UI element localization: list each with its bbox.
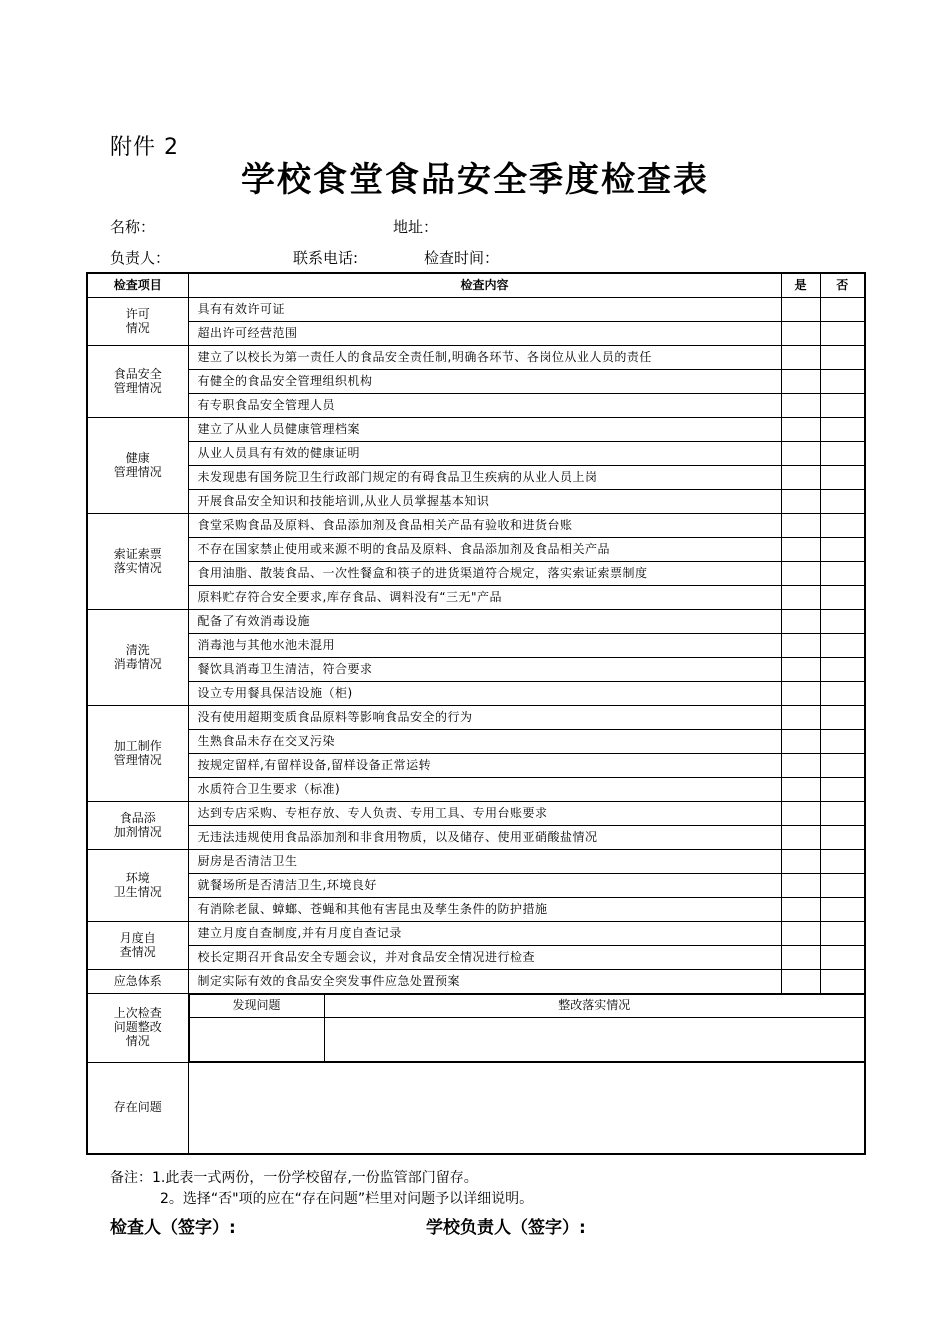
check-item: 有健全的食品安全管理组织机构 bbox=[188, 370, 781, 394]
category-cell bbox=[87, 922, 188, 970]
yes-checkbox-cell[interactable] bbox=[781, 442, 820, 466]
yes-checkbox-cell[interactable] bbox=[781, 802, 820, 826]
table-row bbox=[87, 802, 865, 826]
yes-checkbox-cell[interactable] bbox=[781, 970, 820, 994]
check-item: 建立了从业人员健康管理档案 bbox=[188, 418, 781, 442]
name-label: 名称： bbox=[110, 218, 156, 236]
no-checkbox-cell[interactable] bbox=[820, 586, 865, 610]
category-cell bbox=[87, 610, 188, 706]
no-checkbox-cell[interactable] bbox=[820, 706, 865, 730]
yes-checkbox-cell[interactable] bbox=[781, 322, 820, 346]
check-item: 开展食品安全知识和技能培训,从业人员掌握基本知识 bbox=[188, 490, 781, 514]
yes-checkbox-cell[interactable] bbox=[781, 298, 820, 322]
check-item: 具有有效许可证 bbox=[188, 298, 781, 322]
yes-checkbox-cell[interactable] bbox=[781, 610, 820, 634]
header-no: 否 bbox=[820, 273, 865, 298]
no-checkbox-cell[interactable] bbox=[820, 322, 865, 346]
table-row bbox=[87, 946, 865, 970]
no-checkbox-cell[interactable] bbox=[820, 754, 865, 778]
check-item: 没有使用超期变质食品原料等影响食品安全的行为 bbox=[188, 706, 781, 730]
table-row bbox=[87, 874, 865, 898]
table-row bbox=[87, 658, 865, 682]
table-row bbox=[87, 922, 865, 946]
category-cell bbox=[87, 346, 188, 418]
no-checkbox-cell[interactable] bbox=[820, 922, 865, 946]
inspector-signature-label: 检查人（签字）: bbox=[110, 1218, 236, 1238]
yes-checkbox-cell[interactable] bbox=[781, 634, 820, 658]
no-checkbox-cell[interactable] bbox=[820, 778, 865, 802]
table-row bbox=[87, 490, 865, 514]
no-checkbox-cell[interactable] bbox=[820, 394, 865, 418]
check-item: 生熟食品未存在交叉污染 bbox=[188, 730, 781, 754]
yes-checkbox-cell[interactable] bbox=[781, 922, 820, 946]
table-row bbox=[87, 538, 865, 562]
category-label: 清洗 bbox=[125, 642, 150, 657]
check-item: 设立专用餐具保洁设施（柜) bbox=[188, 682, 781, 706]
note-line-2: 2。选择“否"项的应在“存在问题”栏里对问题予以详细说明。 bbox=[160, 1191, 534, 1207]
header-category: 检查项目 bbox=[87, 273, 188, 298]
yes-checkbox-cell[interactable] bbox=[781, 586, 820, 610]
yes-checkbox-cell[interactable] bbox=[781, 850, 820, 874]
category-cell bbox=[87, 994, 188, 1063]
table-row bbox=[87, 298, 865, 322]
category-label: 上次检查 bbox=[113, 1006, 162, 1021]
yes-checkbox-cell[interactable] bbox=[781, 514, 820, 538]
category-label: 健康 bbox=[125, 450, 150, 465]
yes-checkbox-cell[interactable] bbox=[781, 898, 820, 922]
category-label: 食品安全 bbox=[113, 366, 162, 381]
category-label: 卫生情况 bbox=[113, 884, 162, 899]
category-cell bbox=[87, 802, 188, 850]
category-label: 食品添 bbox=[119, 810, 156, 825]
phone-label: 联系电话: bbox=[293, 249, 359, 267]
category-label: 月度自 bbox=[119, 930, 156, 945]
no-checkbox-cell[interactable] bbox=[820, 874, 865, 898]
check-item: 不存在国家禁止使用或来源不明的食品及原料、食品添加剂及食品相关产品 bbox=[188, 538, 781, 562]
check-item: 就餐场所是否清洁卫生,环境良好 bbox=[188, 874, 781, 898]
category-label: 许可 bbox=[125, 306, 150, 321]
no-checkbox-cell[interactable] bbox=[820, 802, 865, 826]
no-checkbox-cell[interactable] bbox=[820, 946, 865, 970]
yes-checkbox-cell[interactable] bbox=[781, 658, 820, 682]
no-checkbox-cell[interactable] bbox=[820, 538, 865, 562]
yes-checkbox-cell[interactable] bbox=[781, 466, 820, 490]
issues-row bbox=[87, 1063, 865, 1155]
no-checkbox-cell[interactable] bbox=[820, 850, 865, 874]
table-row bbox=[87, 778, 865, 802]
header-content: 检查内容 bbox=[188, 273, 781, 298]
yes-checkbox-cell[interactable] bbox=[781, 778, 820, 802]
category-label: 索证索票 bbox=[113, 546, 162, 561]
check-item: 有消除老鼠、蟑螂、苍蝇和其他有害昆虫及孳生条件的防护措施 bbox=[188, 898, 781, 922]
check-item: 餐饮具消毒卫生清洁，符合要求 bbox=[188, 658, 781, 682]
table-row bbox=[87, 634, 865, 658]
category-label: 查情况 bbox=[119, 944, 156, 959]
last-check-content bbox=[188, 994, 865, 1063]
category-label: 消毒情况 bbox=[113, 656, 162, 671]
inspection-table bbox=[86, 272, 866, 1155]
category-label: 管理情况 bbox=[113, 752, 162, 767]
category-label: 管理情况 bbox=[113, 380, 162, 395]
no-checkbox-cell[interactable] bbox=[820, 346, 865, 370]
check-item: 水质符合卫生要求（标准) bbox=[188, 778, 781, 802]
no-checkbox-cell[interactable] bbox=[820, 658, 865, 682]
yes-checkbox-cell[interactable] bbox=[781, 370, 820, 394]
no-checkbox-cell[interactable] bbox=[820, 826, 865, 850]
table-row bbox=[87, 682, 865, 706]
table-row bbox=[87, 442, 865, 466]
yes-checkbox-cell[interactable] bbox=[781, 730, 820, 754]
yes-checkbox-cell[interactable] bbox=[781, 346, 820, 370]
category-cell bbox=[87, 970, 188, 994]
check-item: 建立了以校长为第一责任人的食品安全责任制,明确各环节、各岗位从业人员的责任 bbox=[188, 346, 781, 370]
table-header-row bbox=[87, 273, 865, 298]
found-issues-header: 发现问题 bbox=[189, 995, 324, 1018]
table-row bbox=[87, 562, 865, 586]
table-row bbox=[87, 754, 865, 778]
issues-field[interactable] bbox=[188, 1063, 865, 1155]
check-item: 食堂采购食品及原料、食品添加剂及食品相关产品有验收和进货台账 bbox=[188, 514, 781, 538]
no-checkbox-cell[interactable] bbox=[820, 730, 865, 754]
note-line-1: 备注：1.此表一式两份，一份学校留存,一份监管部门留存。 bbox=[110, 1170, 478, 1186]
table-row bbox=[87, 970, 865, 994]
table-row bbox=[87, 466, 865, 490]
no-checkbox-cell[interactable] bbox=[820, 682, 865, 706]
category-label: 应急体系 bbox=[113, 973, 162, 988]
table-row bbox=[87, 706, 865, 730]
no-checkbox-cell[interactable] bbox=[820, 634, 865, 658]
check-item: 厨房是否清洁卫生 bbox=[188, 850, 781, 874]
yes-checkbox-cell[interactable] bbox=[781, 538, 820, 562]
category-label: 管理情况 bbox=[113, 464, 162, 479]
check-item: 原料贮存符合安全要求,库存食品、调料没有“三无"产品 bbox=[188, 586, 781, 610]
category-label: 环境 bbox=[125, 870, 150, 885]
yes-checkbox-cell[interactable] bbox=[781, 874, 820, 898]
category-label: 加工制作 bbox=[113, 738, 162, 753]
yes-checkbox-cell[interactable] bbox=[781, 682, 820, 706]
check-item: 制定实际有效的食品安全突发事件应急处置预案 bbox=[188, 970, 781, 994]
table-row bbox=[87, 346, 865, 370]
no-checkbox-cell[interactable] bbox=[820, 370, 865, 394]
category-cell bbox=[87, 514, 188, 610]
category-cell bbox=[87, 298, 188, 346]
no-checkbox-cell[interactable] bbox=[820, 442, 865, 466]
yes-checkbox-cell[interactable] bbox=[781, 562, 820, 586]
check-item: 建立月度自查制度,并有月度自查记录 bbox=[188, 922, 781, 946]
table-row bbox=[87, 514, 865, 538]
table-row bbox=[87, 610, 865, 634]
no-checkbox-cell[interactable] bbox=[820, 514, 865, 538]
category-cell bbox=[87, 850, 188, 922]
yes-checkbox-cell[interactable] bbox=[781, 490, 820, 514]
page-title: 学校食堂食品安全季度检查表 bbox=[241, 160, 709, 200]
check-item: 按规定留样,有留样设备,留样设备正常运转 bbox=[188, 754, 781, 778]
table-row bbox=[87, 826, 865, 850]
category-label: 情况 bbox=[125, 320, 150, 335]
category-cell bbox=[87, 418, 188, 514]
check-item: 达到专店采购、专柜存放、专人负责、专用工具、专用台账要求 bbox=[188, 802, 781, 826]
yes-checkbox-cell[interactable] bbox=[781, 946, 820, 970]
no-checkbox-cell[interactable] bbox=[820, 610, 865, 634]
no-checkbox-cell[interactable] bbox=[820, 418, 865, 442]
check-item: 校长定期召开食品安全专题会议，并对食品安全情况进行检查 bbox=[188, 946, 781, 970]
no-checkbox-cell[interactable] bbox=[820, 898, 865, 922]
check-item: 超出许可经营范围 bbox=[188, 322, 781, 346]
table-row bbox=[87, 370, 865, 394]
table-row bbox=[87, 898, 865, 922]
table-row bbox=[87, 586, 865, 610]
table-row bbox=[87, 730, 865, 754]
check-item: 有专职食品安全管理人员 bbox=[188, 394, 781, 418]
yes-checkbox-cell[interactable] bbox=[781, 418, 820, 442]
yes-checkbox-cell[interactable] bbox=[781, 826, 820, 850]
no-checkbox-cell[interactable] bbox=[820, 970, 865, 994]
found-issues-field[interactable] bbox=[189, 1018, 324, 1062]
yes-checkbox-cell[interactable] bbox=[781, 394, 820, 418]
address-label: 地址： bbox=[393, 218, 439, 236]
table-row bbox=[87, 394, 865, 418]
check-item: 无违法违规使用食品添加剂和非食用物质，以及储存、使用亚硝酸盐情况 bbox=[188, 826, 781, 850]
check-item: 食用油脂、散装食品、一次性餐盒和筷子的进货渠道符合规定，落实索证索票制度 bbox=[188, 562, 781, 586]
responsible-label: 负责人： bbox=[110, 249, 171, 267]
category-label: 问题整改 bbox=[113, 1020, 162, 1035]
table-row bbox=[87, 418, 865, 442]
check-item: 未发现患有国务院卫生行政部门规定的有碍食品卫生疾病的从业人员上岗 bbox=[188, 466, 781, 490]
no-checkbox-cell[interactable] bbox=[820, 562, 865, 586]
table-row bbox=[87, 850, 865, 874]
check-item: 配备了有效消毒设施 bbox=[188, 610, 781, 634]
check-item: 从业人员具有有效的健康证明 bbox=[188, 442, 781, 466]
yes-checkbox-cell[interactable] bbox=[781, 754, 820, 778]
no-checkbox-cell[interactable] bbox=[820, 298, 865, 322]
category-label: 情况 bbox=[125, 1033, 150, 1048]
category-label: 加剂情况 bbox=[113, 824, 162, 839]
table-row bbox=[87, 322, 865, 346]
attachment-label: 附件 2 bbox=[110, 135, 179, 160]
category-cell bbox=[87, 706, 188, 802]
rectification-header: 整改落实情况 bbox=[324, 995, 864, 1018]
inspection-time-label: 检查时间： bbox=[424, 249, 500, 267]
header-yes: 是 bbox=[781, 273, 820, 298]
last-check-subtable bbox=[189, 994, 865, 1062]
no-checkbox-cell[interactable] bbox=[820, 466, 865, 490]
issues-label: 存在问题 bbox=[87, 1063, 188, 1155]
category-label: 落实情况 bbox=[113, 560, 162, 575]
principal-signature-label: 学校负责人（签字）: bbox=[426, 1218, 586, 1238]
check-item: 消毒池与其他水池未混用 bbox=[188, 634, 781, 658]
last-check-row bbox=[87, 994, 865, 1063]
yes-checkbox-cell[interactable] bbox=[781, 706, 820, 730]
rectification-field[interactable] bbox=[324, 1018, 864, 1062]
no-checkbox-cell[interactable] bbox=[820, 490, 865, 514]
